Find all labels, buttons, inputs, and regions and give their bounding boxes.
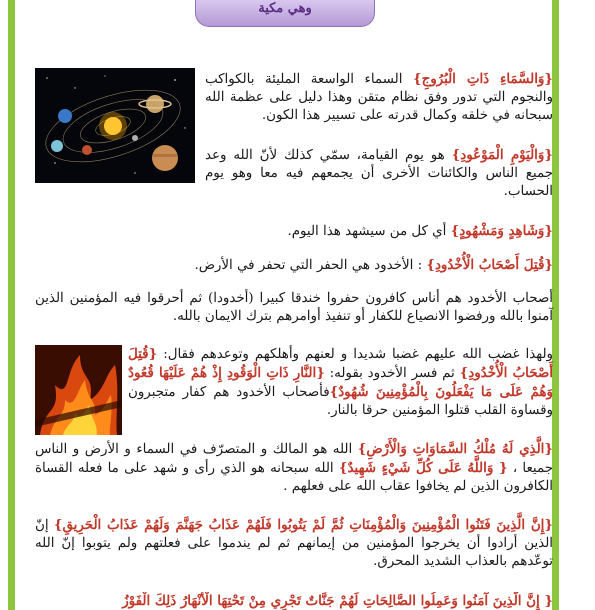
paragraph-believers — [35, 592, 553, 610]
paragraph-punishment — [35, 516, 553, 571]
verse-text: {وَالسَّمَاءِ ذَاتِ الْبُرُوجِ} — [412, 71, 553, 87]
explanation-text: الله هو المالك و المتصرّف في السماء و الأرض و الناس جميعا ، — [35, 442, 553, 476]
verse-text: {قُتِلَ أَصْحَابُ الْأُخْدُودِ} — [128, 346, 553, 381]
paragraph-people-of-ditch — [35, 290, 553, 326]
explanation-text: السماء الواسعة المليئة بالكواكب والنجوم التي تدور وفق نظام متقن وهذا دليل على عظمة الله سبحانه في خلقه وكمال قدرته على تسيير هذا الكون. — [205, 72, 553, 123]
surah-title-tab: وهي مكية — [195, 0, 375, 27]
verse-text: {وَالْيَوْمِ الْمَوْعُودِ} — [451, 147, 553, 163]
explanation-text: ولهذا غضب الله عليهم غضبا شديدا و لعنهم وأهلكهم وتوعدهم فقال: — [157, 347, 553, 362]
explanation-text: الله سبحانه هو الذي رأى و شهد على ما فعله القساة الكافرون الذين لم يخافوا عقاب الله على فعلهم . — [35, 461, 553, 494]
verse-text: {وَشَاهِدٍ وَمَشْهُودٍ} — [450, 223, 553, 239]
explanation-text: أي كل من سيشهد هذا اليوم. — [287, 224, 451, 239]
paragraph-anger — [128, 345, 553, 420]
paragraph-witness — [205, 222, 553, 241]
verse-text: {الَّذِي لَهُ مُلْكُ السَّمَاوَاتِ وَالْأَرْضِ} — [357, 441, 553, 457]
paragraph-promised-day — [205, 146, 553, 201]
explanation-text: : الأخدود هي الحفر التي تحفر في الأرض. — [194, 258, 427, 273]
explanation-text: هو يوم القيامة، سمّي كذلك لأنّ الله وعد جميع الناس والكائنات الأخرى أن يجمعهم فيه معا وهو يوم الحساب. — [205, 148, 553, 199]
verse-text: {النَّارِ ذَاتِ الْوَقُودِ إِذْ هُمْ عَلَيْهَا قُعُودٌ وَهُمْ عَلَى مَا يَفْعَلُونَ بِالْمُؤْمِنِينَ شُهُودٌ} — [128, 365, 553, 400]
verse-text: { وَاللَّهُ عَلَى كُلِّ شَيْءٍ شَهِيدٌ} — [338, 460, 508, 476]
verse-text: {إِنَّ الَّذِينَ فَتَنُوا الْمُؤْمِنِينَ وَالْمُؤْمِنَاتِ ثُمَّ لَمْ يَتُوبُوا فَلَهُمْ عَذَابُ جَهَنَّمَ وَلَهُمْ عَذَابُ الْحَرِيقِ} — [53, 517, 554, 533]
paragraph-sky — [205, 70, 553, 125]
verse-text: {قُتِلَ أَصْحَابُ الْأُخْدُودِ} — [426, 257, 553, 273]
explanation-text: إنّ الذين أرادوا أن يخرجوا المؤمنين من إيمانهم ثم لم يندموا على فعلتهم ولم يتوبوا إنّ الله توعّدهم بالعذاب الشديد المحرق. — [35, 518, 553, 569]
solar-system-image — [35, 68, 195, 183]
fire-image — [35, 345, 122, 435]
verse-text: { إِنَّ الَّذِينَ آمَنُوا وَعَمِلُوا الصَّالِحَاتِ لَهُمْ جَنَّاتٌ تَجْرِي مِنْ تَحْتِهَا الْأَنْهَارُ ذَلِكَ الْفَوْزُ — [122, 593, 553, 609]
paragraph-ukhdud — [130, 256, 553, 275]
explanation-text: ثم فسر الأخدود بقوله: — [324, 366, 460, 381]
paragraph-dominion — [35, 440, 553, 496]
explanation-text: فأصحاب الأخدود هم كفار متجبرون وقساوة القلب قتلوا المؤمنين حرقا بالنار. — [128, 385, 553, 418]
explanation-text: أصحاب الأخدود هم أناس كافرون حفروا خندقا كبيرا (أخدودا) ثم أحرقوا فيه المؤمنين الذين آمنوا بالله ورفضوا الانصياع للكفار أو تنفيذ أوامرهم بترك الايمان بالله. — [35, 291, 553, 324]
